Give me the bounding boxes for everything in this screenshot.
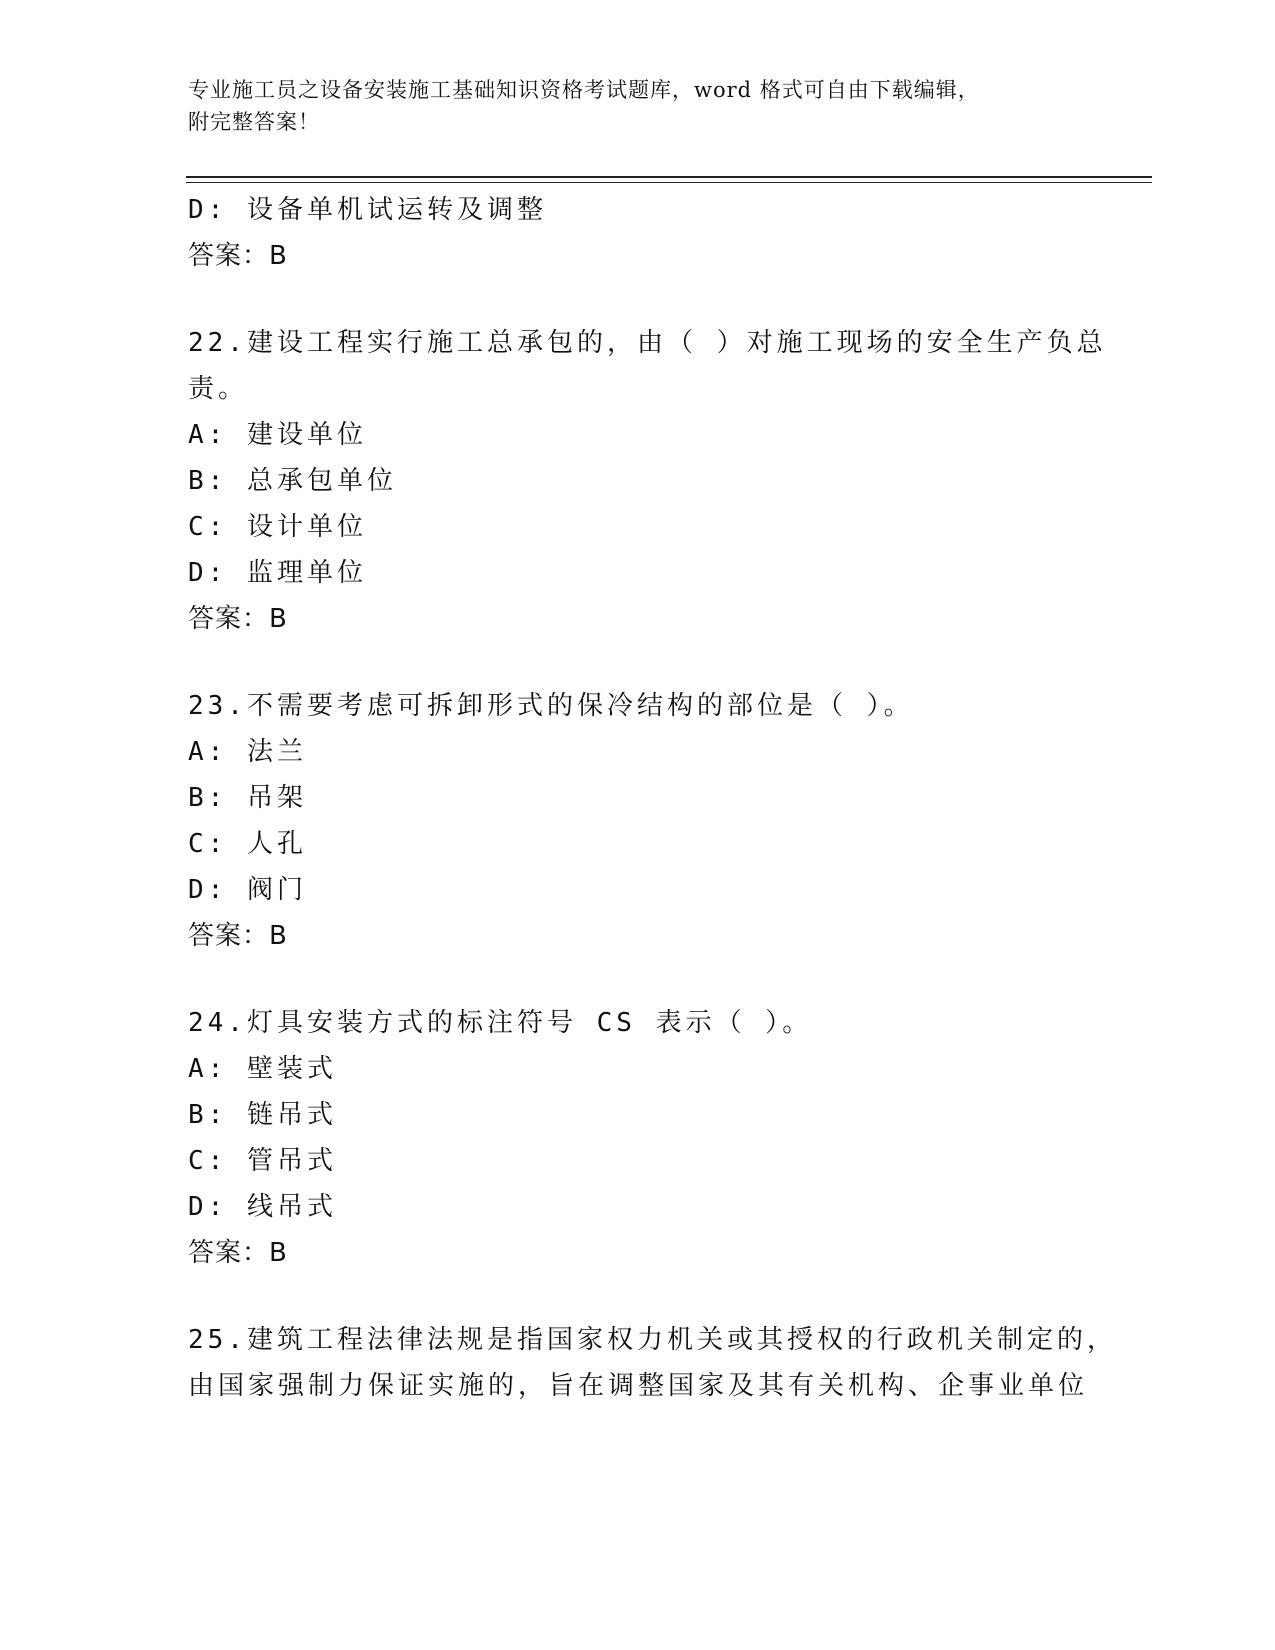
header-line-1: 专业施工员之设备安装施工基础知识资格考试题库，word 格式可自由下载编辑， <box>188 78 980 102</box>
option-c: C: 设计单位 <box>188 512 367 542</box>
option-d: D: 线吊式 <box>188 1192 337 1222</box>
option-b: B: 吊架 <box>188 783 307 813</box>
answer-line: 答案：B <box>188 241 288 271</box>
answer-line: 答案：B <box>188 1238 288 1268</box>
question-stem: 25.建筑工程法律法规是指国家权力机关或其授权的行政机关制定的， <box>188 1325 1117 1355</box>
answer-line: 答案：B <box>188 921 288 951</box>
question-content <box>188 187 1117 1409</box>
document-header <box>188 74 1068 138</box>
header-line-2: 附完整答案！ <box>188 110 320 134</box>
answer-line: 答案：B <box>188 604 288 634</box>
question-25 <box>188 1317 1117 1409</box>
option-d: D: 阀门 <box>188 875 307 905</box>
header-divider-thin <box>186 182 1152 183</box>
option-c: C: 人孔 <box>188 829 307 859</box>
header-divider <box>186 176 1152 178</box>
question-23 <box>188 683 1088 959</box>
option-b: B: 总承包单位 <box>188 466 397 496</box>
previous-question <box>188 187 1088 279</box>
option-d: D: 监理单位 <box>188 558 367 588</box>
option-d: D: 设备单机试运转及调整 <box>188 195 547 225</box>
option-a: A: 壁装式 <box>188 1054 337 1084</box>
question-24 <box>188 1000 1088 1276</box>
question-stem: 22.建设工程实行施工总承包的，由（ ）对施工现场的安全生产负总 <box>188 328 1107 358</box>
question-stem: 24.灯具安装方式的标注符号 CS 表示（ ）。 <box>188 1008 813 1038</box>
question-22 <box>188 320 1107 642</box>
question-stem-continued: 责。 <box>188 374 249 404</box>
option-b: B: 链吊式 <box>188 1100 337 1130</box>
option-c: C: 管吊式 <box>188 1146 337 1176</box>
option-a: A: 建设单位 <box>188 420 367 450</box>
question-stem-continued: 由国家强制力保证实施的，旨在调整国家及其有关机构、企事业单位 <box>188 1371 1089 1401</box>
question-stem: 23.不需要考虑可拆卸形式的保冷结构的部位是（ ）。 <box>188 691 914 721</box>
option-a: A: 法兰 <box>188 737 307 767</box>
